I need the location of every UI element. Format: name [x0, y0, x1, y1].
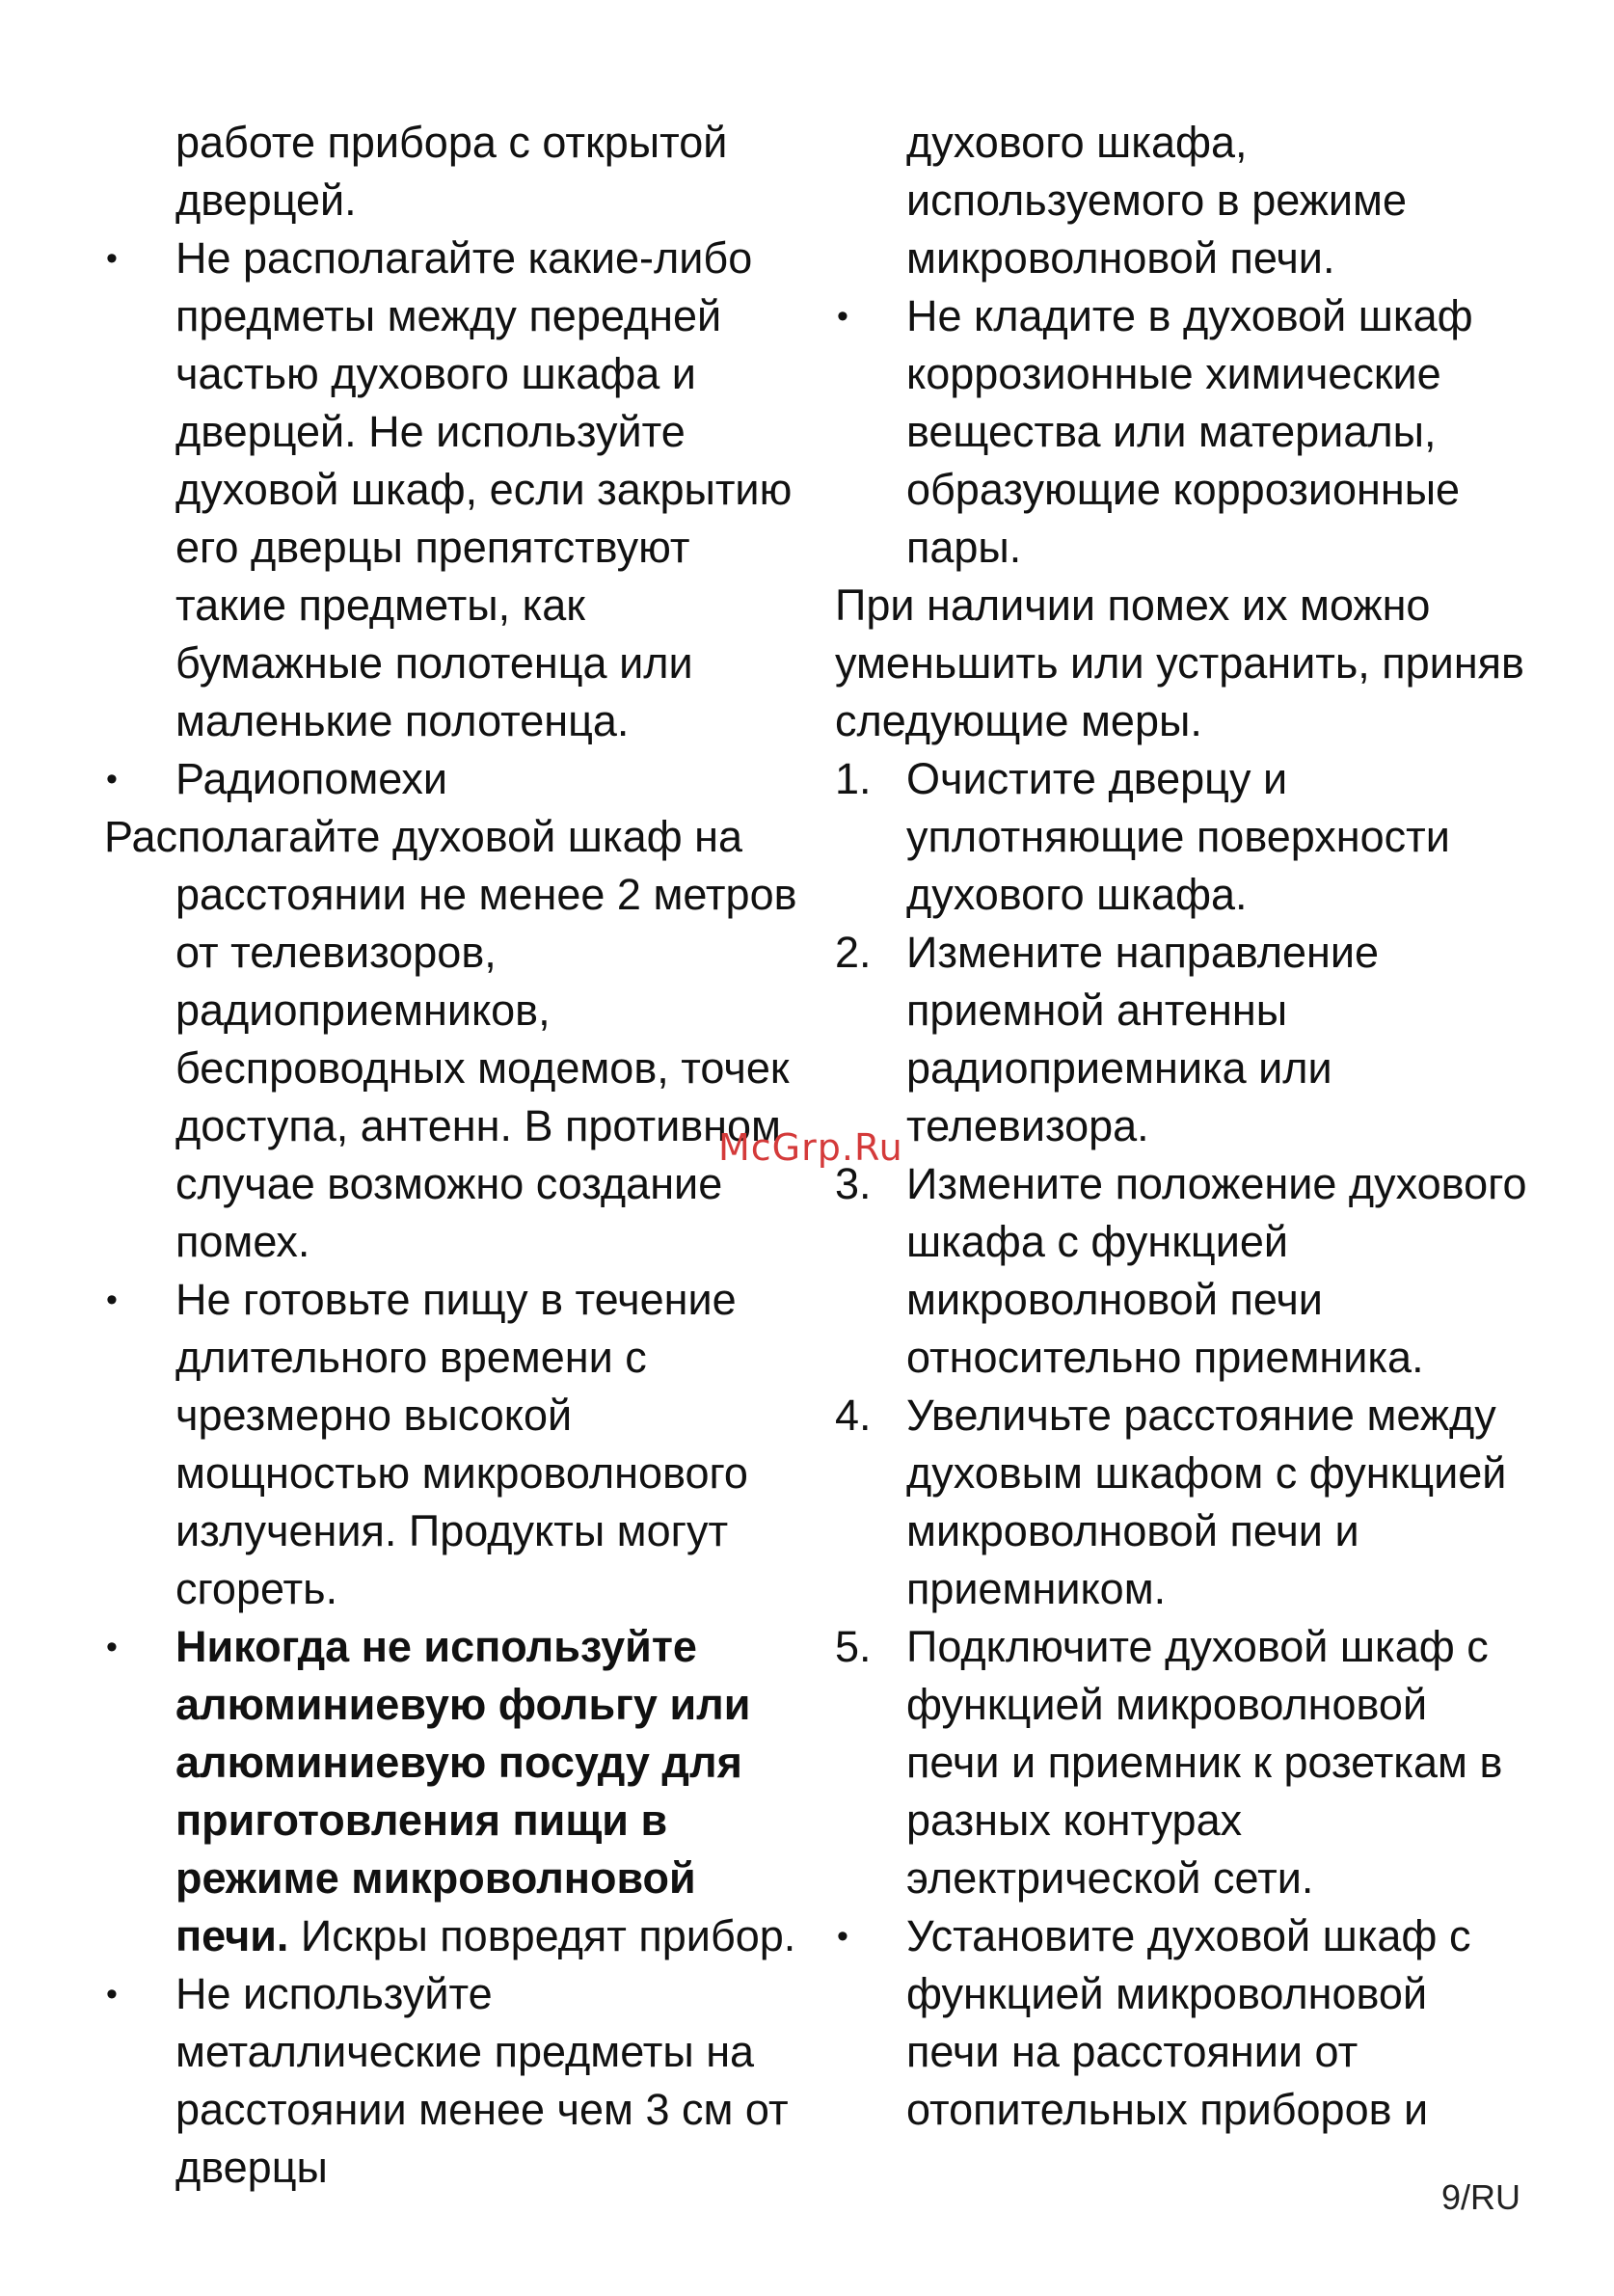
page-number: 9/RU — [1441, 2177, 1521, 2217]
section-heading-radio-interference: Радиопомехи — [175, 754, 447, 803]
paragraph-rest: расстоянии не менее 2 метров от телевизоров, радиоприемников, беспроводных модемов, точек доступа, антенн. В противном случае возможно создание помех. — [175, 870, 797, 1266]
step-text: Измените положение духового шкафа с функцией микроволновой печи относительно приемника. — [906, 1159, 1527, 1382]
intro-paragraph: При наличии помех их можно уменьшить или устранить, приняв следующие меры. — [835, 581, 1524, 745]
bullet-icon: • — [106, 1976, 118, 2012]
bullet-text: Не кладите в духовой шкаф коррозионные химические вещества или материалы, образующие коррозионные пары. — [906, 291, 1473, 572]
paragraph-first-line: Располагайте духовой шкаф на — [104, 812, 743, 861]
numbered-step — [835, 750, 1529, 924]
right-column — [835, 114, 1529, 2139]
bullet-item — [835, 287, 1529, 577]
bullet-item — [104, 1271, 798, 1618]
step-text: Подключите духовой шкаф с функцией микроволновой печи и приемник к розеткам в разных контурах электрической сети. — [906, 1622, 1503, 1903]
step-number: 1. — [835, 754, 872, 803]
step-text: Измените направление приемной антенны радиоприемника или телевизора. — [906, 928, 1380, 1150]
warning-text — [175, 1618, 798, 1965]
numbered-step — [835, 1387, 1529, 1618]
bullet-item-warning — [104, 1618, 798, 1965]
bullet-text: Не используйте металлические предметы на расстоянии менее чем 3 см от дверцы — [175, 1969, 789, 2192]
step-number: 5. — [835, 1622, 872, 1671]
bullet-text: Установите духовой шкаф с функцией микроволновой печи на расстоянии от отопительных приборов и — [906, 1911, 1471, 2134]
bullet-text: Не располагайте какие-либо предметы между передней частью духового шкафа и дверцей. Не используйте духовой шкаф, если закрытию его дверцы препятствуют такие предметы, как бумажные полотенца или маленькие полотенца. — [175, 233, 793, 745]
warning-bold-text: Никогда не используйте алюминиевую фольгу или алюминиевую посуду для приготовления пищи в режиме микроволновой печи. — [175, 1622, 751, 1960]
bullet-item — [835, 1907, 1529, 2139]
numbered-step — [835, 1618, 1529, 1907]
warning-normal-text: Искры повредят прибор. — [300, 1911, 796, 1960]
bullet-text: Не готовьте пищу в течение длительного времени с чрезмерно высокой мощностью микроволнового излучения. Продукты могут сгореть. — [175, 1275, 748, 1613]
bullet-icon: • — [837, 1918, 848, 1955]
left-column — [104, 114, 798, 2197]
bullet-item — [104, 1965, 798, 2197]
bullet-icon: • — [106, 1629, 118, 1665]
watermark: McGrp.Ru — [718, 1126, 903, 1169]
bullet-item — [104, 230, 798, 750]
right-continued-text: духового шкафа, используемого в режиме микроволновой печи. — [906, 118, 1407, 283]
left-continued-text: работе прибора с открытой дверцей. — [175, 118, 728, 225]
step-text: Очистите дверцу и уплотняющие поверхности духового шкафа. — [906, 754, 1450, 919]
bullet-item — [104, 750, 798, 808]
bullet-icon: • — [837, 298, 848, 335]
step-number: 2. — [835, 928, 872, 977]
bullet-icon: • — [106, 761, 118, 797]
step-number: 4. — [835, 1391, 872, 1440]
numbered-step — [835, 1155, 1529, 1387]
numbered-step — [835, 924, 1529, 1155]
step-text: Увеличьте расстояние между духовым шкафом с функцией микроволновой печи и приемником. — [906, 1391, 1507, 1613]
bullet-icon: • — [106, 240, 118, 277]
step-number: 3. — [835, 1159, 872, 1208]
bullet-icon: • — [106, 1282, 118, 1318]
